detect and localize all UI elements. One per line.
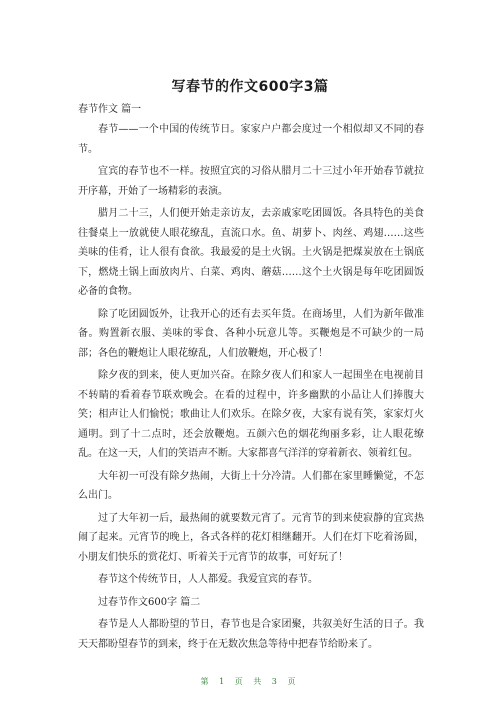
paragraph: 大年初一可没有除夕热闹，大街上十分冷清。人们都在家里睡懒觉，不怎么出门。 [78, 470, 424, 501]
paragraph: 春节是人人都盼望的节日，春节也是合家团聚，共叙美好生活的日子。我天天都盼望春节的到来，终于在无数次焦急等待中把春节给盼来了。 [78, 619, 424, 650]
section-heading: 春节作文 篇一 [78, 104, 142, 115]
paragraph: 过了大年初一后，最热闹的就要数元宵了。元宵节的到来使寂静的宜宾热闹了起来。元宵节的晚上，各式各样的花灯相继翻开。人们在灯下吃着汤圆，小朋友们快乐的赏花灯、听着关于元宵节的故事，可好玩了！ [78, 512, 424, 563]
document-body [78, 102, 424, 657]
paragraph: 腊月二十三，人们便开始走亲访友，去亲戚家吃团圆饭。各具特色的美食往餐桌上一放就使人眼花缭乱，直流口水。鱼、胡萝卜、肉丝、鸡翅……这些美味的佳肴，让人很有食欲。我最爱的是土火锅。土火锅是把煤炭放在土锅底下，燃烧土锅上面放肉片、白菜、鸡肉、蘑菇……这个土火锅是每年吃团圆饭必备的食物。 [78, 208, 424, 297]
page-footer: 第 1 页 共 3 页 [200, 677, 300, 686]
paragraph: 除了吃团圆饭外，让我开心的还有去买年货。在商场里，人们为新年做准备。购置新衣服、美味的零食、各种小玩意儿等。买鞭炮是不可缺少的一局部；各色的鞭炮让人眼花缭乱，人们放鞭炮，开心极了！ [78, 308, 424, 359]
document-title: 写春节的作文600字3篇 [171, 79, 329, 95]
paragraph: 春节这个传统节日，人人都爱。我爱宜宾的春节。 [98, 574, 318, 585]
paragraph: 除夕夜的到来，使人更加兴奋。在除夕夜人们和家人一起围坐在电视前目不转睛的看着春节联欢晚会。在看的过程中，许多幽默的小品让人们捧腹大笑；相声让人们愉悦；歌曲让人们欢乐。在除夕夜，大家有说有笑，家家灯火通明。到了十二点时，还会放鞭炮。五颜六色的烟花绚丽多彩，让人眼花缭乱。在这一天，人们的笑语声不断。大家都喜气洋洋的穿着新衣、领着红包。 [78, 370, 424, 459]
paragraph: 过春节作文600字 篇二 [98, 596, 201, 608]
paragraph: 宜宾的春节也不一样。按照宜宾的习俗从腊月二十三过小年开始春节就拉开序幕，开始了一场精彩的表演。 [78, 166, 424, 197]
paragraph: 春节——一个中国的传统节日。家家户户都会度过一个相似却又不同的春节。 [78, 124, 424, 155]
